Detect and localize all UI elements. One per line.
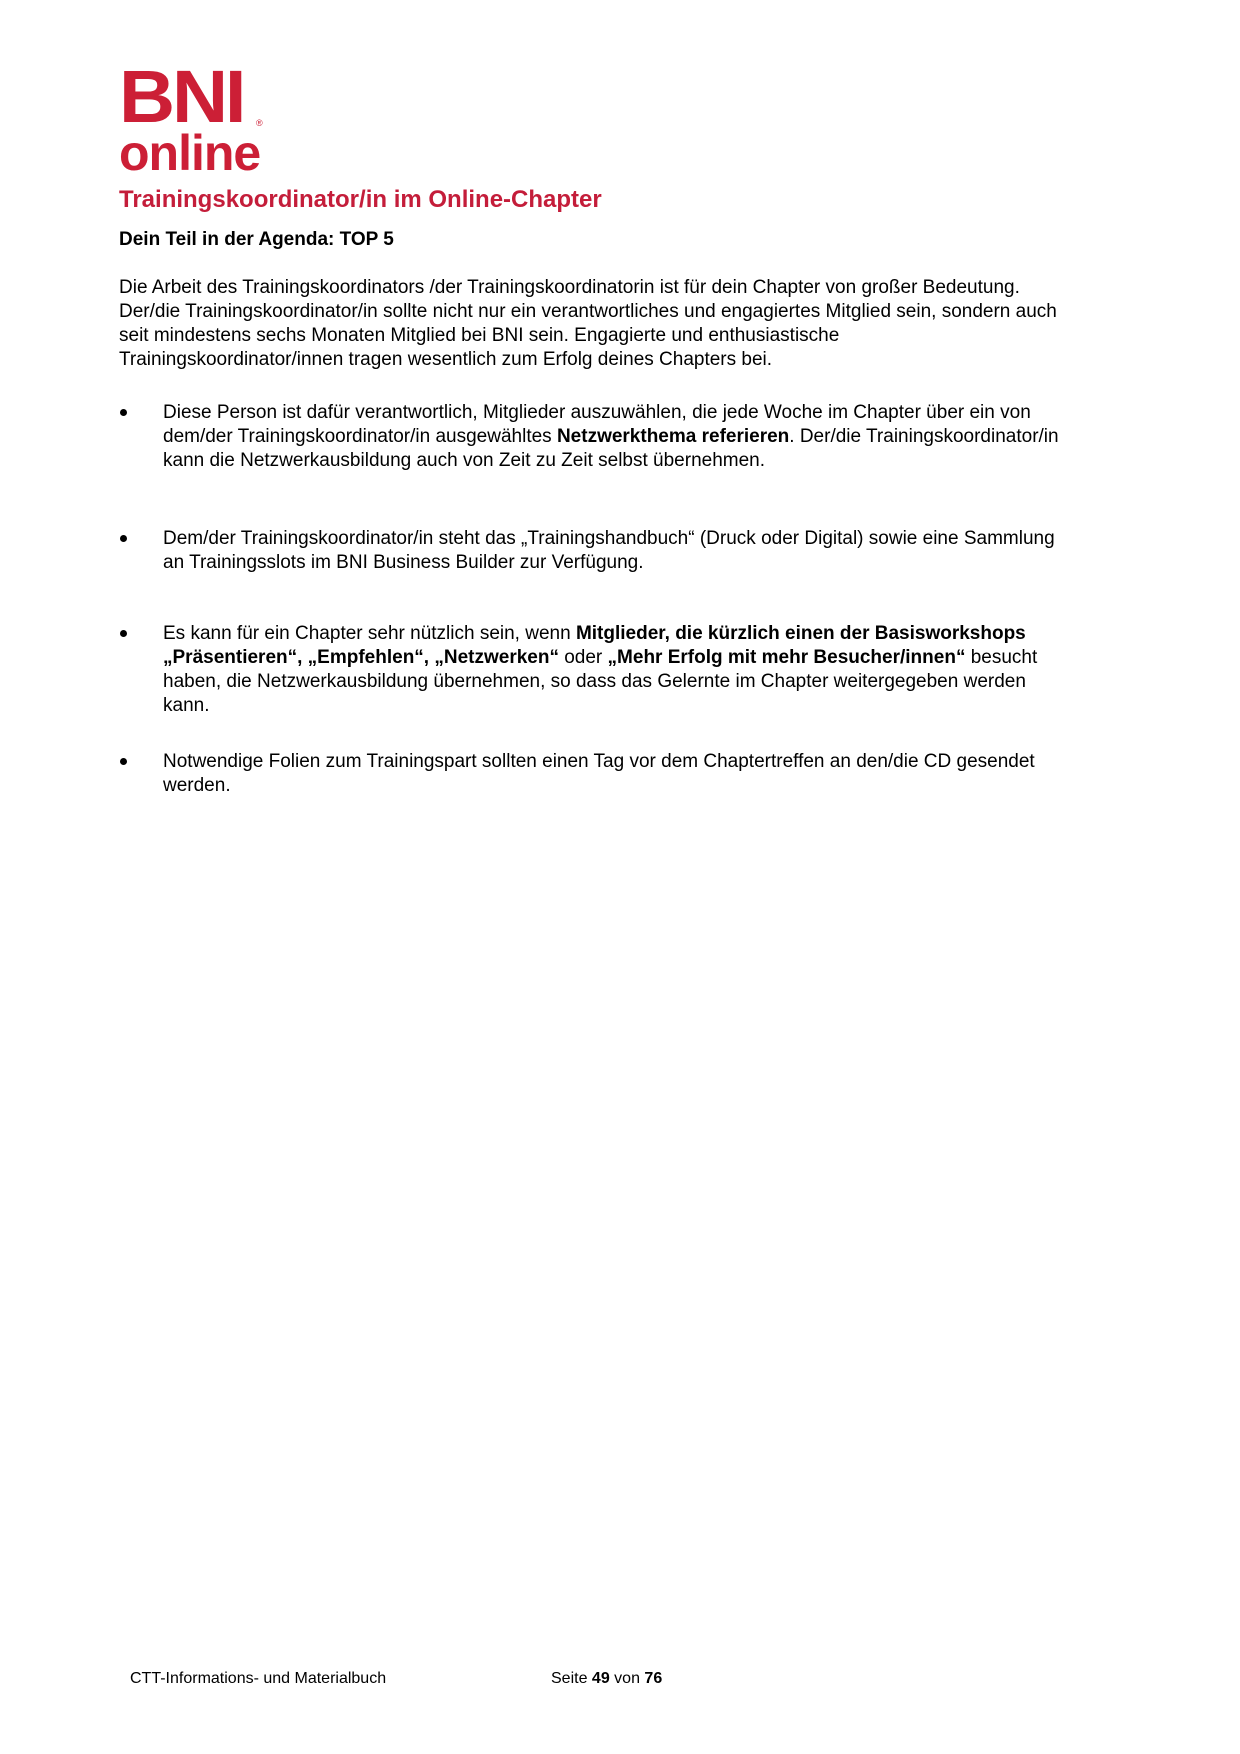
bullet-text: [163, 622, 1163, 718]
bullet-line: an Trainingsslots im BNI Business Builder zur Verfügung.: [163, 552, 644, 573]
bullet-line: [163, 425, 1163, 449]
agenda-heading: Dein Teil in der Agenda: TOP 5: [119, 229, 394, 250]
bullet-line: [163, 622, 1163, 646]
bullet-line: Diese Person ist dafür verantwortlich, Mitglieder auszuwählen, die jede Woche im Chapter über ein von: [163, 402, 1031, 423]
logo-sub: online: [119, 125, 261, 181]
intro-line: Trainingskoordinator/innen tragen wesentlich zum Erfolg deines Chapters bei.: [119, 349, 773, 370]
bold-text-run: „Mehr Erfolg mit mehr Besucher/innen“: [607, 647, 966, 668]
text-run: besucht: [965, 647, 1038, 668]
bullet-line: haben, die Netzwerkausbildung übernehmen, so dass das Gelernte im Chapter weitergegeben werden: [163, 671, 1026, 692]
bold-text-run: Mitglieder, die kürzlich einen der Basisworkshops: [575, 623, 1026, 644]
bullet-icon: [119, 527, 139, 551]
bullet-icon: [119, 401, 139, 425]
intro-paragraph: [119, 276, 1159, 372]
text-run: oder: [558, 647, 608, 668]
bullet-text: [163, 527, 1163, 575]
bullet-line: werden.: [163, 775, 231, 796]
logo-brand: BNI: [119, 55, 244, 138]
bullet-line: [163, 646, 1163, 670]
bullet-text: [163, 750, 1163, 798]
bullet-line: kann die Netzwerkausbildung auch von Zeit zu Zeit selbst übernehmen.: [163, 450, 766, 471]
intro-line: Der/die Trainingskoordinator/in sollte nicht nur ein verantwortliches und engagiertes Mitglied sein, sondern auch: [119, 301, 1057, 322]
bold-text-run: Netzwerkthema referieren: [556, 426, 790, 447]
page-label: Seite: [551, 1670, 588, 1687]
page-current: 49: [591, 1670, 610, 1687]
bullet-line: Dem/der Trainingskoordinator/in steht das „Trainingshandbuch“ (Druck oder Digital) sowie eine Sammlung: [163, 528, 1055, 549]
bullet-icon: [119, 622, 139, 646]
intro-line: Die Arbeit des Trainingskoordinators /der Trainingskoordinatorin ist für dein Chapter von großer Bedeutung.: [119, 277, 1020, 298]
bold-text-run: „Präsentieren“, „Empfehlen“, „Netzwerken“: [163, 647, 559, 668]
text-run: Es kann für ein Chapter sehr nützlich sein, wenn: [163, 623, 576, 644]
bullet-line: kann.: [163, 695, 210, 716]
bullet-line: Notwendige Folien zum Trainingspart sollten einen Tag vor dem Chaptertreffen an den/die CD gesendet: [163, 751, 1035, 772]
page-title: Trainingskoordinator/in im Online-Chapter: [119, 186, 602, 213]
bni-online-logo: [119, 55, 269, 181]
text-run: dem/der Trainingskoordinator/in ausgewähltes: [163, 426, 557, 447]
page-of-label: von: [614, 1670, 640, 1687]
text-run: . Der/die Trainingskoordinator/in: [789, 426, 1059, 447]
bullet-icon: [119, 750, 139, 774]
page-total: 76: [644, 1670, 663, 1687]
intro-line: seit mindestens sechs Monaten Mitglied bei BNI sein. Engagierte und enthusiastische: [119, 325, 840, 346]
bullet-text: [163, 401, 1163, 473]
logo-registered-mark: ®: [256, 118, 263, 128]
footer-document-title: CTT-Informations- und Materialbuch: [130, 1670, 387, 1687]
footer-page-number: [551, 1670, 662, 1688]
